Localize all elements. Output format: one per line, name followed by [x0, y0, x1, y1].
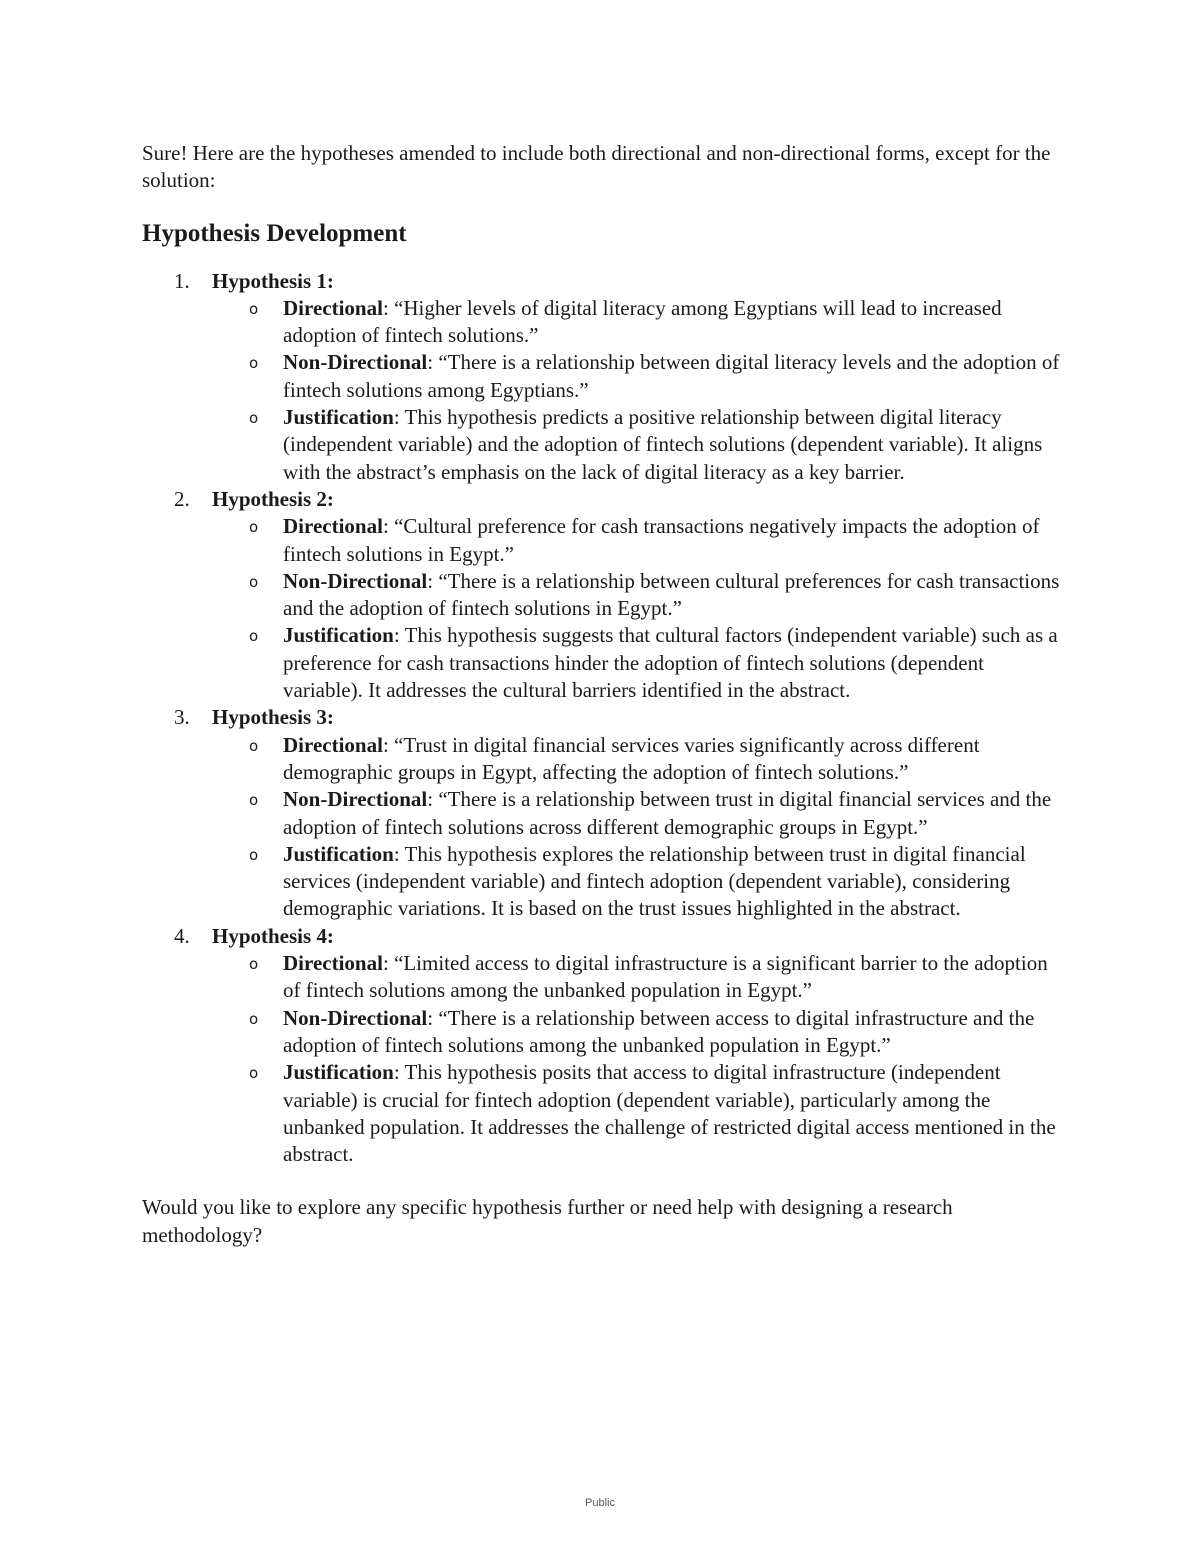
item-text: : “Cultural preference for cash transactions negatively impacts the adoption of fintech solutions in Egypt.”: [283, 514, 1040, 566]
hypothesis-item: [142, 923, 1062, 1169]
sublist-item-directional: [212, 732, 1062, 787]
closing-paragraph: Would you like to explore any specific hypothesis further or need help with designing a research methodology?: [142, 1195, 953, 1247]
hypothesis-sublist: [212, 513, 1062, 704]
item-text: : “Limited access to digital infrastructure is a significant barrier to the adoption of fintech solutions among the unbanked population in Egypt.”: [283, 951, 1048, 1003]
classification-footer: Public: [585, 1497, 615, 1509]
sublist-item-justification: [212, 404, 1062, 486]
item-text: : “There is a relationship between cultural preferences for cash transactions and the adoption of fintech solutions in Egypt.”: [283, 568, 1060, 621]
sublist-item-non-directional: [212, 1005, 1062, 1060]
sublist-item-non-directional: [212, 349, 1062, 404]
document-body: [142, 140, 1062, 1249]
item-text: : “There is a relationship between digital literacy levels and the adoption of fintech solutions among Egyptians.”: [283, 350, 1060, 402]
hypothesis-title: Hypothesis 3:: [212, 705, 334, 730]
item-label: Non-Directional: [283, 350, 428, 375]
item-text: : “Trust in digital financial services varies significantly across different demographic groups in Egypt, affecting the adoption of fintech solutions.”: [283, 732, 980, 784]
sublist-item-directional: [212, 513, 1062, 568]
item-label: Non-Directional: [283, 568, 428, 593]
item-label: Justification: [283, 1060, 394, 1085]
item-label: Directional: [283, 732, 383, 757]
intro-paragraph: Sure! Here are the hypotheses amended to include both directional and non-directional forms, except for the solution:: [142, 141, 1051, 193]
list-number: 2.: [174, 486, 190, 511]
list-number: 4.: [174, 923, 190, 948]
sublist-item-directional: [212, 950, 1062, 1005]
item-text: : “There is a relationship between access to digital infrastructure and the adoption of fintech solutions among the unbanked population in Egypt.”: [283, 1005, 1035, 1057]
list-number: 1.: [174, 268, 190, 293]
item-label: Non-Directional: [283, 787, 428, 812]
hypothesis-title: Hypothesis 2:: [212, 486, 334, 511]
item-label: Directional: [283, 951, 383, 976]
sublist-item-non-directional: [212, 786, 1062, 841]
bullet-icon: o: [249, 354, 259, 373]
bullet-icon: o: [249, 409, 259, 428]
bullet-icon: o: [249, 627, 259, 646]
item-label: Justification: [283, 623, 394, 648]
sublist-item-non-directional: [212, 568, 1062, 623]
list-number: 3.: [174, 705, 190, 730]
item-text: : This hypothesis predicts a positive relationship between digital literacy (independent variable) and the adoption of fintech solutions (dependent variable). It aligns with the abstract’s emphasis on the lack of digital literacy as a key barrier.: [283, 405, 1043, 484]
hypothesis-sublist: [212, 950, 1062, 1168]
hypothesis-item: [142, 486, 1062, 704]
item-label: Justification: [283, 405, 394, 430]
bullet-icon: o: [249, 299, 259, 318]
hypothesis-sublist: [212, 732, 1062, 923]
item-text: : This hypothesis posits that access to digital infrastructure (independent variable) is crucial for fintech adoption (dependent variable), particularly among the unbanked population. It addresses the challenge of restricted digital access mentioned in the abstract.: [283, 1060, 1056, 1167]
bullet-icon: o: [249, 1064, 259, 1083]
sublist-item-justification: [212, 1059, 1062, 1168]
bullet-icon: o: [249, 955, 259, 974]
item-label: Directional: [283, 295, 383, 320]
item-label: Justification: [283, 841, 394, 866]
bullet-icon: o: [249, 845, 259, 864]
item-text: : This hypothesis explores the relationship between trust in digital financial services (independent variable) and fintech adoption (dependent variable), considering demographic variations. It is based on the trust issues highlighted in the abstract.: [283, 841, 1026, 921]
item-label: Directional: [283, 514, 383, 539]
hypothesis-title: Hypothesis 1:: [212, 268, 334, 293]
sublist-item-directional: [212, 295, 1062, 350]
item-label: Non-Directional: [283, 1005, 428, 1030]
bullet-icon: o: [249, 1009, 259, 1028]
hypothesis-item: [142, 704, 1062, 922]
hypothesis-sublist: [212, 295, 1062, 486]
item-text: : “Higher levels of digital literacy among Egyptians will lead to increased adoption of fintech solutions.”: [283, 295, 1002, 348]
hypothesis-list: [142, 268, 1062, 1169]
sublist-item-justification: [212, 841, 1062, 923]
bullet-icon: o: [249, 791, 259, 810]
item-text: : “There is a relationship between trust in digital financial services and the adoption of fintech solutions across different demographic groups in Egypt.”: [283, 787, 1052, 839]
hypothesis-title: Hypothesis 4:: [212, 923, 334, 948]
sublist-item-justification: [212, 622, 1062, 704]
bullet-icon: o: [249, 572, 259, 591]
item-text: : This hypothesis suggests that cultural factors (independent variable) such as a preference for cash transactions hinder the adoption of fintech solutions (dependent variable). It addresses the cultural barriers identified in the abstract.: [283, 623, 1058, 703]
bullet-icon: o: [249, 736, 259, 755]
bullet-icon: o: [249, 518, 259, 537]
hypothesis-item: [142, 268, 1062, 486]
section-heading: Hypothesis Development: [142, 219, 407, 247]
